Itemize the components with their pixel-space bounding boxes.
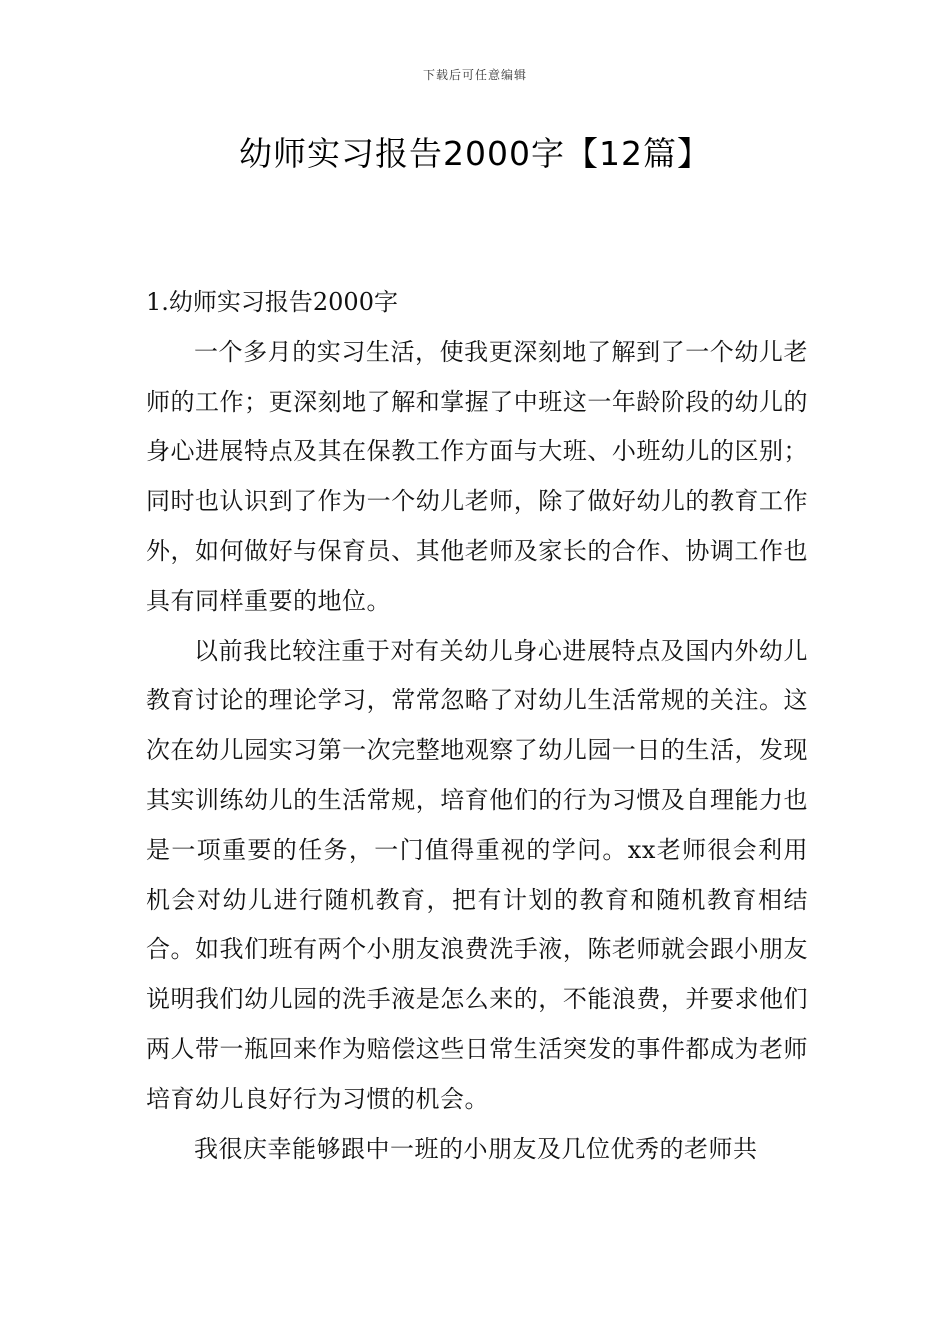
section-heading: 1.幼师实习报告2000字 [146,288,398,316]
header-note: 下载后可任意编辑 [422,68,527,82]
document-title: 幼师实习报告2000字【12篇】 [239,134,711,173]
paragraph-1: 一个多月的实习生活，使我更深刻地了解到了一个幼儿老师的工作；更深刻地了解和掌握了中班这一年龄阶段的幼儿的身心进展特点及其在保教工作方面与大班、小班幼儿的区别；同时也认识到了作为一个幼儿老师，除了做好幼儿的教育工作外，如何做好与保育员、其他老师及家长的合作、协调工作也具有同样重要的地位。 [146,337,808,615]
paragraph-2: 以前我比较注重于对有关幼儿身心进展特点及国内外幼儿教育讨论的理论学习，常常忽略了对幼儿生活常规的关注。这次在幼儿园实习第一次完整地观察了幼儿园一日的生活，发现其实训练幼儿的生活常规，培育他们的行为习惯及自理能力也是一项重要的任务，一门值得重视的学问。xx老师很会利用机会对幼儿进行随机教育，把有计划的教育和随机教育相结合。如我们班有两个小朋友浪费洗手液，陈老师就会跟小朋友说明我们幼儿园的洗手液是怎么来的，不能浪费，并要求他们两人带一瓶回来作为赔偿这些日常生活突发的事件都成为老师培育幼儿良好行为习惯的机会。 [146,636,808,1113]
document-body [146,278,808,1174]
paragraph-3: 我很庆幸能够跟中一班的小朋友及几位优秀的老师共 [194,1134,758,1163]
